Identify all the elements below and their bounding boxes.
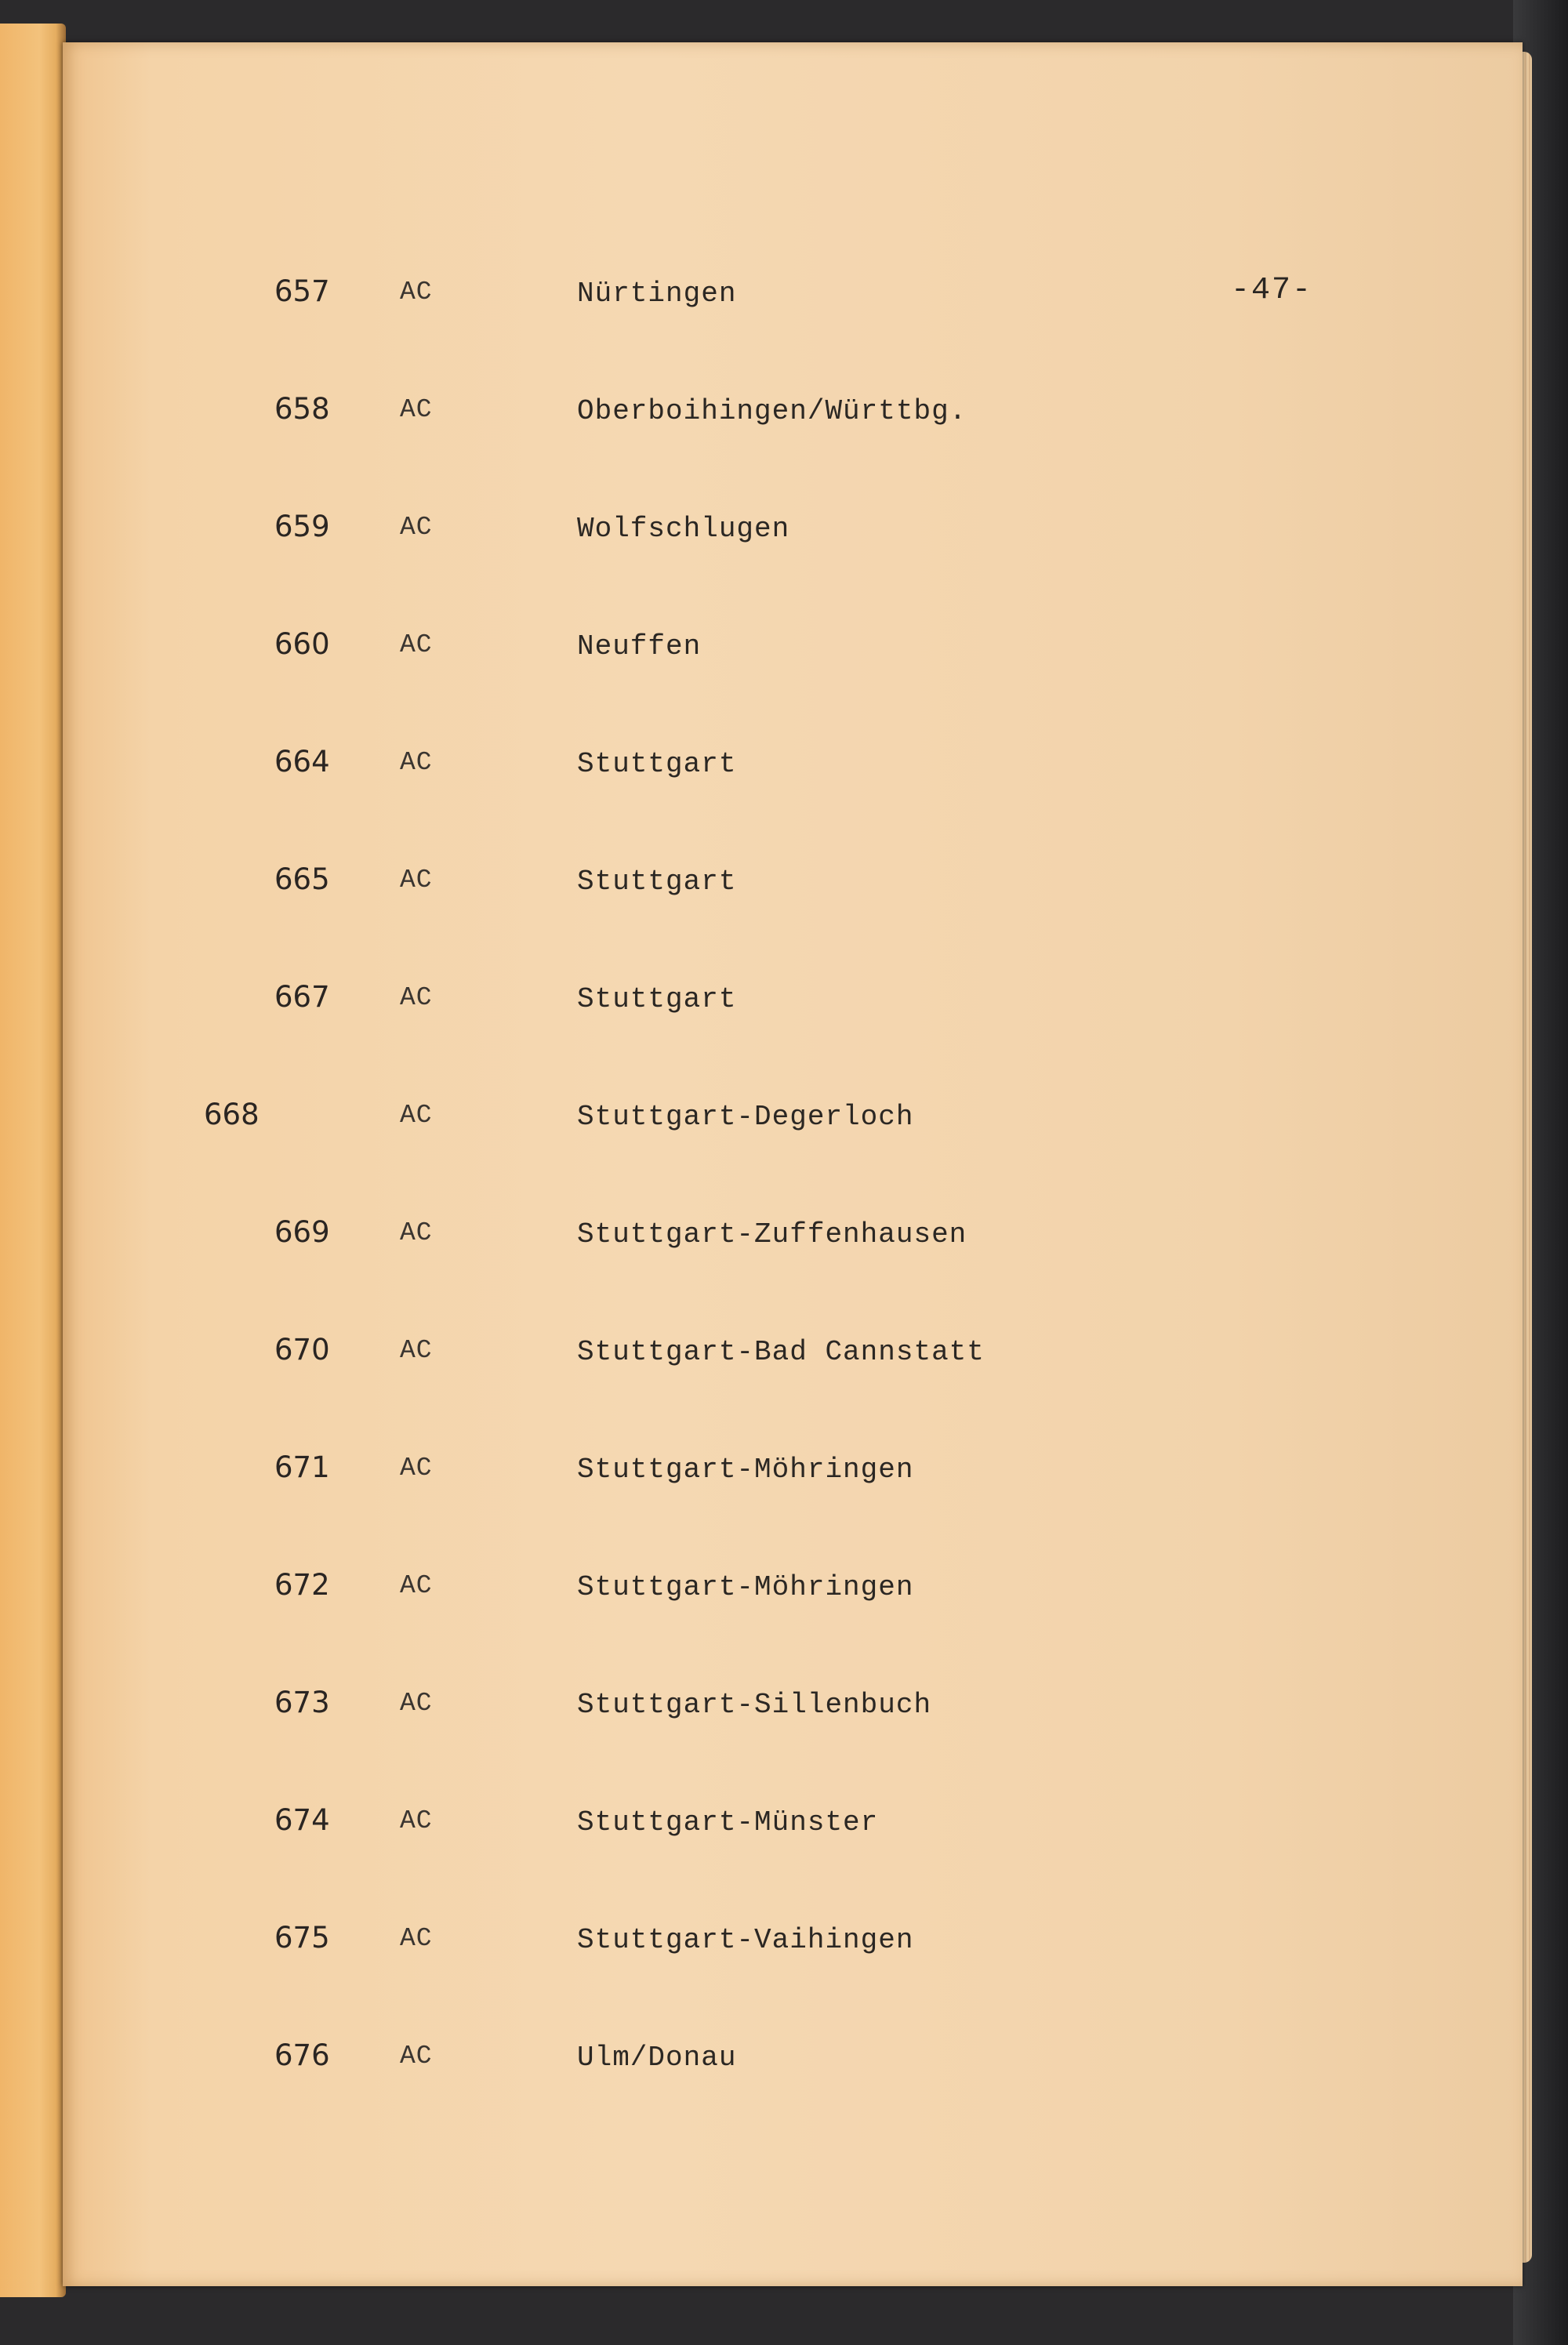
entry-code: AC [400, 2042, 433, 2071]
entry-number: 674 [274, 1803, 330, 1837]
entry-place: Stuttgart [577, 748, 737, 780]
entry-code: AC [400, 1806, 433, 1835]
entry-number: 673 [274, 1686, 330, 1719]
entry-code: AC [400, 1101, 433, 1130]
entry-place: Oberboihingen/Württbg. [577, 395, 967, 427]
entry-place: Stuttgart-Möhringen [577, 1454, 914, 1486]
list-item [63, 510, 1239, 557]
entry-code: AC [400, 748, 433, 777]
entry-number: 657 [274, 274, 330, 308]
entry-code: AC [400, 1689, 433, 1718]
entry-code: AC [400, 866, 433, 895]
list-item [63, 627, 1239, 674]
list-item [63, 1215, 1239, 1262]
list-item [63, 862, 1239, 909]
entry-place: Stuttgart-Bad Cannstatt [577, 1336, 985, 1368]
entry-code: AC [400, 1571, 433, 1600]
list-item [63, 1568, 1239, 1615]
entry-code: AC [400, 983, 433, 1012]
list-item [63, 1098, 1239, 1145]
entry-place: Wolfschlugen [577, 513, 790, 545]
list-item [63, 980, 1239, 1027]
entry-place: Ulm/Donau [577, 2042, 737, 2074]
entry-number: 667 [274, 980, 330, 1014]
entry-number: 676 [274, 2038, 330, 2072]
entry-code: AC [400, 513, 433, 542]
entry-place: Stuttgart-Zuffenhausen [577, 1218, 967, 1251]
list-item [63, 1686, 1239, 1733]
entry-code: AC [400, 278, 433, 307]
entry-number: 660 [274, 627, 330, 661]
list-item [63, 2038, 1239, 2085]
entry-place: Stuttgart [577, 983, 737, 1015]
document-page [63, 42, 1523, 2286]
entry-place: Stuttgart-Degerloch [577, 1101, 914, 1133]
entry-place: Stuttgart-Vaihingen [577, 1924, 914, 1956]
entry-number: 659 [274, 510, 330, 543]
list-item [63, 1921, 1239, 1968]
list-item [63, 274, 1239, 321]
entry-number: 665 [274, 862, 330, 896]
entry-number: 669 [274, 1215, 330, 1249]
page-number: -47- [1231, 273, 1313, 308]
entry-code: AC [400, 1454, 433, 1483]
entry-code: AC [400, 630, 433, 659]
entry-number: 668 [204, 1098, 260, 1131]
entry-number: 670 [274, 1333, 330, 1367]
entry-code: AC [400, 1924, 433, 1953]
entry-place: Stuttgart [577, 866, 737, 898]
entry-number: 675 [274, 1921, 330, 1955]
entry-number: 658 [274, 392, 330, 426]
entry-code: AC [400, 1336, 433, 1365]
entry-number: 672 [274, 1568, 330, 1602]
entry-place: Neuffen [577, 630, 702, 662]
entry-place: Stuttgart-Münster [577, 1806, 879, 1839]
entry-place: Nürtingen [577, 278, 737, 310]
list-item [63, 1450, 1239, 1497]
entry-number: 671 [274, 1450, 330, 1484]
entry-place: Stuttgart-Möhringen [577, 1571, 914, 1603]
entry-code: AC [400, 395, 433, 424]
list-item [63, 1333, 1239, 1380]
entry-code: AC [400, 1218, 433, 1247]
list-item [63, 745, 1239, 792]
list-item [63, 1803, 1239, 1850]
entry-number: 664 [274, 745, 330, 779]
previous-page-edge [0, 24, 66, 2297]
entry-place: Stuttgart-Sillenbuch [577, 1689, 932, 1721]
list-item [63, 392, 1239, 439]
